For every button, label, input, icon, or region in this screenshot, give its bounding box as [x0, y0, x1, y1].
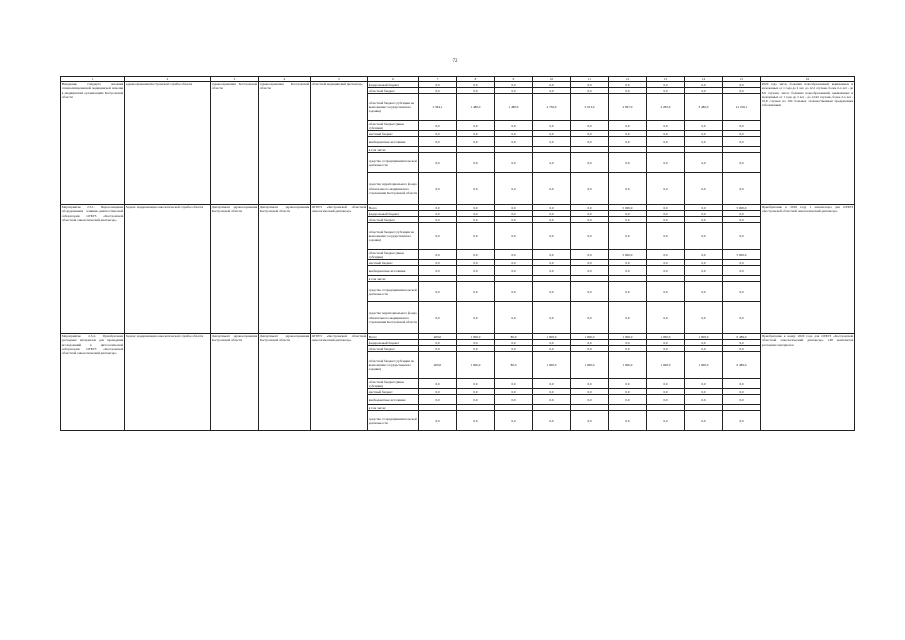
block-result: 2020 года число больших новообразований, выявленных и излеченных от 1 года до 2 лет, до 12,2 случаев, более 2-х лет - до 8,0 случаев, число больших новообразований, выявленных и излеченных от 1 года до 2 лет - до 12,92 случаев, более 2-х лет - 10,8 случаев на 100 больных злокачественным предраковым заболеванием — [761, 82, 855, 205]
amount-cell: 0,0 — [457, 205, 495, 211]
block-col4: Департамент здравоохранения Костромской области — [259, 205, 311, 334]
amount-cell: 0,0 — [723, 379, 761, 389]
amount-cell: 0,0 — [609, 411, 647, 431]
amount-cell: 1 000,0 — [685, 334, 723, 340]
amount-cell: 1 480,0 — [457, 94, 495, 121]
amount-cell: 0,0 — [685, 82, 723, 88]
amount-cell: 0,0 — [571, 302, 609, 334]
amount-cell: 0,0 — [571, 211, 609, 217]
amount-cell: 0,0 — [723, 82, 761, 88]
amount-cell: 0,0 — [571, 121, 609, 131]
amount-cell: 0,0 — [495, 153, 533, 173]
amount-cell: 0,0 — [647, 411, 685, 431]
amount-cell: 0,0 — [419, 205, 457, 211]
amount-cell: 0,0 — [533, 205, 571, 211]
amount-cell: 0,0 — [647, 260, 685, 266]
column-header: 7 — [419, 77, 457, 82]
amount-cell: 0,0 — [495, 131, 533, 137]
amount-cell: 0,0 — [647, 340, 685, 346]
amount-cell: 0,0 — [419, 340, 457, 346]
column-header: 16 — [761, 77, 855, 82]
amount-cell: 0,0 — [457, 137, 495, 147]
amount-cell: 0,0 — [533, 82, 571, 88]
amount-cell: 0,0 — [533, 346, 571, 352]
amount-cell: 0,0 — [533, 411, 571, 431]
funding-source: Всего — [368, 334, 419, 340]
amount-cell: 0,0 — [723, 137, 761, 147]
amount-cell: 0,0 — [419, 121, 457, 131]
funding-source: областной бюджет — [368, 217, 419, 223]
amount-cell: 0,0 — [609, 395, 647, 405]
amount-cell: 0,0 — [457, 389, 495, 395]
amount-cell: 0,0 — [647, 153, 685, 173]
amount-cell: 0,0 — [571, 205, 609, 211]
amount-cell: 1 000,0 — [647, 334, 685, 340]
amount-cell: 0,0 — [647, 173, 685, 205]
amount-cell: 6 489,0 — [723, 352, 761, 379]
amount-cell: 0,0 — [723, 223, 761, 250]
column-header: 1 — [61, 77, 125, 82]
amount-cell: 0,0 — [685, 153, 723, 173]
amount-cell: 0,0 — [419, 282, 457, 302]
amount-cell: 0,0 — [685, 88, 723, 94]
amount-cell: 0,0 — [609, 223, 647, 250]
amount-cell: 0,0 — [685, 131, 723, 137]
amount-cell: 0,0 — [647, 389, 685, 395]
amount-cell: 21 018,1 — [723, 94, 761, 121]
amount-cell: 0,0 — [723, 260, 761, 266]
amount-cell: 0,0 — [685, 411, 723, 431]
amount-cell: 0,0 — [571, 88, 609, 94]
amount-cell: 0,0 — [647, 223, 685, 250]
amount-cell: 0,0 — [571, 266, 609, 276]
amount-cell: 0,0 — [495, 173, 533, 205]
amount-cell: 0,0 — [533, 173, 571, 205]
column-header: 15 — [723, 77, 761, 82]
amount-cell: 0,0 — [419, 389, 457, 395]
amount-cell: 0,0 — [723, 282, 761, 302]
amount-cell: 0,0 — [571, 82, 609, 88]
amount-cell: 0,0 — [647, 211, 685, 217]
amount-cell: 0,0 — [457, 411, 495, 431]
amount-cell: 0,0 — [533, 282, 571, 302]
block-col2: Задача: модернизация онкологической службы области — [125, 205, 211, 334]
amount-cell: 3 282,0 — [647, 94, 685, 121]
amount-cell: 0,0 — [495, 340, 533, 346]
budget-table — [60, 76, 855, 431]
block-col1: Мероприятие 2.3.1. Переоснащение оборудованием клинико-диагностической лаборатории ОГБУЗ «Костромской областной онкологический диспансер» — [61, 205, 125, 334]
amount-cell: 0,0 — [571, 250, 609, 260]
amount-cell: 0,0 — [533, 121, 571, 131]
amount-cell: 0,0 — [571, 340, 609, 346]
column-header: 4 — [259, 77, 311, 82]
amount-cell: 0,0 — [419, 82, 457, 88]
funding-source: средства территориального фонда обязательного медицинского страхования Костромской области — [368, 173, 419, 205]
amount-cell: 1 000,0 — [533, 334, 571, 340]
amount-cell: 0,0 — [419, 346, 457, 352]
amount-cell: 0,0 — [571, 389, 609, 395]
amount-cell: 409,0 — [419, 334, 457, 340]
amount-cell: 0,0 — [571, 346, 609, 352]
amount-cell: 0,0 — [685, 389, 723, 395]
amount-cell: 0,0 — [495, 137, 533, 147]
block-col4: Департамент здравоохранения Костромской области — [259, 334, 311, 431]
amount-cell: 0,0 — [457, 88, 495, 94]
amount-cell: 0,0 — [533, 260, 571, 266]
amount-cell: 5 000,0 — [723, 250, 761, 260]
amount-cell: 0,0 — [685, 395, 723, 405]
amount-cell: 0,0 — [457, 260, 495, 266]
amount-cell: 0,0 — [533, 217, 571, 223]
amount-cell: 1 000,0 — [609, 334, 647, 340]
amount-cell: 0,0 — [419, 88, 457, 94]
amount-cell: 0,0 — [723, 266, 761, 276]
amount-cell: 5 000,0 — [609, 250, 647, 260]
amount-cell: 0,0 — [647, 302, 685, 334]
amount-cell: 0,0 — [647, 82, 685, 88]
amount-cell: 0,0 — [495, 411, 533, 431]
amount-cell: 0,0 — [685, 346, 723, 352]
funding-source: средства территориального фонда обязательного медицинского страхования Костромской области — [368, 302, 419, 334]
amount-cell: 0,0 — [419, 217, 457, 223]
amount-cell: 0,0 — [685, 223, 723, 250]
block-col5: ОГБУЗ «Костромской областной онкологический диспансер» — [311, 334, 368, 431]
amount-cell: 0,0 — [419, 250, 457, 260]
amount-cell: 0,0 — [571, 137, 609, 147]
amount-cell: 0,0 — [609, 88, 647, 94]
amount-cell: 1 000,0 — [647, 352, 685, 379]
funding-source: местный бюджет — [368, 131, 419, 137]
amount-cell: 5 000,0 — [723, 205, 761, 211]
funding-source: федеральный бюджет — [368, 82, 419, 88]
amount-cell: 0,0 — [533, 137, 571, 147]
amount-cell: 1 000,0 — [533, 352, 571, 379]
amount-cell: 0,0 — [457, 173, 495, 205]
amount-cell: 0,0 — [647, 266, 685, 276]
amount-cell: 1 000,0 — [571, 352, 609, 379]
amount-cell: 0,0 — [609, 389, 647, 395]
column-header: 13 — [647, 77, 685, 82]
amount-cell: 0,0 — [533, 223, 571, 250]
amount-cell: 0,0 — [457, 153, 495, 173]
block-col2: здравоохранения Костромской службы области — [125, 82, 211, 205]
amount-cell: 0,0 — [685, 217, 723, 223]
amount-cell: 2 736,0 — [533, 94, 571, 121]
funding-source: средства от предпринимательской деятельности — [368, 153, 419, 173]
amount-cell: 0,0 — [647, 205, 685, 211]
amount-cell: 1 000,0 — [571, 334, 609, 340]
amount-cell: 0,0 — [571, 411, 609, 431]
funding-source: средства от предпринимательской деятельности — [368, 411, 419, 431]
amount-cell: 0,0 — [723, 131, 761, 137]
amount-cell: 0,0 — [647, 88, 685, 94]
amount-cell: 0,0 — [495, 379, 533, 389]
amount-cell: 0,0 — [457, 346, 495, 352]
amount-cell: 0,0 — [495, 250, 533, 260]
column-header: 5 — [311, 77, 368, 82]
block-col4: здравоохранения Костромской области — [259, 82, 311, 205]
amount-cell: 5 000,0 — [609, 205, 647, 211]
amount-cell: 0,0 — [723, 173, 761, 205]
amount-cell: 0,0 — [533, 131, 571, 137]
amount-cell: 0,0 — [495, 223, 533, 250]
block-col5: областной медицинский диспансер» — [311, 82, 368, 205]
amount-cell: 1 000,0 — [685, 352, 723, 379]
amount-cell: 1 480,0 — [495, 94, 533, 121]
funding-source: в том числе: — [368, 405, 419, 411]
amount-cell: 0,0 — [723, 153, 761, 173]
funding-source: внебюджетные источники — [368, 137, 419, 147]
block-result: Приобретение к концу 2020 года для ОГБУЗ «Костромской областной онкологический диспансер» 148 комплектов расходных материалов — [761, 334, 855, 431]
amount-cell: 0,0 — [457, 340, 495, 346]
column-header: 12 — [609, 77, 647, 82]
column-header: 6 — [368, 77, 419, 82]
funding-source: федеральный бюджет — [368, 211, 419, 217]
amount-cell: 0,0 — [685, 260, 723, 266]
amount-cell: 0,0 — [723, 395, 761, 405]
column-header: 10 — [533, 77, 571, 82]
column-header: 8 — [457, 77, 495, 82]
amount-cell: 0,0 — [457, 131, 495, 137]
amount-cell: 0,0 — [685, 211, 723, 217]
amount-cell: 0,0 — [647, 250, 685, 260]
amount-cell: 0,0 — [647, 137, 685, 147]
amount-cell: 0,0 — [723, 340, 761, 346]
amount-cell: 0,0 — [495, 346, 533, 352]
amount-cell: 0,0 — [609, 211, 647, 217]
column-header: 2 — [125, 77, 211, 82]
amount-cell: 0,0 — [419, 379, 457, 389]
block-col2: Задача: модернизация онкологической службы области — [125, 334, 211, 431]
amount-cell: 0,0 — [533, 250, 571, 260]
amount-cell: 0,0 — [533, 266, 571, 276]
amount-cell: 0,0 — [533, 211, 571, 217]
funding-source: областной бюджет (иные субсидии) — [368, 250, 419, 260]
funding-source: областной бюджет (субсидии на выполнение государственного задания) — [368, 94, 419, 121]
amount-cell: 0,0 — [457, 395, 495, 405]
amount-cell: 0,0 — [533, 395, 571, 405]
amount-cell: 0,0 — [647, 121, 685, 131]
amount-cell: 0,0 — [647, 346, 685, 352]
amount-cell: 6 489,0 — [723, 334, 761, 340]
funding-source: областной бюджет — [368, 346, 419, 352]
amount-cell: 0,0 — [723, 217, 761, 223]
amount-cell: 1 000,0 — [609, 352, 647, 379]
amount-cell: 0,0 — [609, 282, 647, 302]
amount-cell: 0,0 — [419, 266, 457, 276]
funding-source: в том числе: — [368, 276, 419, 282]
funding-source: внебюджетные источники — [368, 395, 419, 405]
amount-cell: 0,0 — [685, 282, 723, 302]
amount-cell: 0,0 — [533, 88, 571, 94]
amount-cell: 80,0 — [495, 352, 533, 379]
amount-cell: 0,0 — [571, 131, 609, 137]
amount-cell: 0,0 — [495, 121, 533, 131]
amount-cell: 0,0 — [457, 266, 495, 276]
funding-source: средства от предпринимательской деятельности — [368, 282, 419, 302]
funding-source: областной бюджет (иные субсидии) — [368, 379, 419, 389]
page-number: 72 — [452, 59, 458, 64]
amount-cell: 0,0 — [495, 211, 533, 217]
amount-cell: 0,0 — [685, 379, 723, 389]
amount-cell: 0,0 — [685, 205, 723, 211]
amount-cell: 0,0 — [685, 340, 723, 346]
amount-cell: 0,0 — [457, 250, 495, 260]
amount-cell: 0,0 — [609, 82, 647, 88]
amount-cell: 0,0 — [457, 223, 495, 250]
amount-cell: 0,0 — [495, 205, 533, 211]
amount-cell: 0,0 — [571, 379, 609, 389]
amount-cell: 0,0 — [685, 137, 723, 147]
amount-cell: 0,0 — [723, 88, 761, 94]
amount-cell: 0,0 — [723, 211, 761, 217]
amount-cell: 0,0 — [685, 250, 723, 260]
funding-source: местный бюджет — [368, 260, 419, 266]
block-col3: Департамент здравоохранения Костромской области — [211, 205, 259, 334]
amount-cell: 0,0 — [533, 302, 571, 334]
block-col3: Департамент здравоохранения Костромской области — [211, 334, 259, 431]
funding-source: областной бюджет — [368, 88, 419, 94]
amount-cell: 0,0 — [533, 340, 571, 346]
amount-cell: 0,0 — [647, 282, 685, 302]
amount-cell: 0,0 — [457, 211, 495, 217]
funding-source: Всего — [368, 205, 419, 211]
funding-source: внебюджетные источники — [368, 266, 419, 276]
amount-cell: 0,0 — [457, 217, 495, 223]
block-col3: здравоохранения Костромской области — [211, 82, 259, 205]
amount-cell: 409,0 — [419, 352, 457, 379]
amount-cell: 0,0 — [419, 131, 457, 137]
funding-source: областной бюджет (субсидии на выполнение государственного задания) — [368, 223, 419, 250]
amount-cell: 0,0 — [495, 389, 533, 395]
amount-cell: 0,0 — [419, 211, 457, 217]
funding-source: федеральный бюджет — [368, 340, 419, 346]
column-header: 14 — [685, 77, 723, 82]
amount-cell: 0,0 — [609, 131, 647, 137]
amount-cell: 0,0 — [723, 346, 761, 352]
amount-cell: 0,0 — [685, 266, 723, 276]
amount-cell: 0,0 — [685, 302, 723, 334]
amount-cell: 0,0 — [419, 223, 457, 250]
amount-cell: 0,0 — [495, 282, 533, 302]
amount-cell: 0,0 — [457, 282, 495, 302]
amount-cell: 2 364,1 — [419, 94, 457, 121]
amount-cell: 0,0 — [571, 395, 609, 405]
block-result: Приобретение в 2018 году 1 анализатора для ОГБУЗ «Костромской областной онкологический диспансер» — [761, 205, 855, 334]
amount-cell: 0,0 — [457, 121, 495, 131]
funding-source: в том числе: — [368, 147, 419, 153]
amount-cell: 0,0 — [647, 395, 685, 405]
block-col1: Внедрение стандарта оказания специализированной медицинской помощи в медицинских организациях Костромской области — [61, 82, 125, 205]
amount-cell: 0,0 — [495, 217, 533, 223]
amount-cell: 0,0 — [495, 260, 533, 266]
block-col1: Мероприятие 2.3.4. Приобретение расходных материалов для проведения исследований в цитологической лаборатории ОГБУЗ «Костромской областной онкологический диспансер» — [61, 334, 125, 431]
amount-cell: 0,0 — [495, 395, 533, 405]
column-header: 9 — [495, 77, 533, 82]
amount-cell: 0,0 — [457, 82, 495, 88]
amount-cell: 0,0 — [723, 411, 761, 431]
amount-cell: 0,0 — [609, 346, 647, 352]
amount-cell: 0,0 — [609, 266, 647, 276]
funding-source: областной бюджет (субсидии на выполнение государственного задания) — [368, 352, 419, 379]
amount-cell: 0,0 — [495, 88, 533, 94]
amount-cell: 1 000,0 — [457, 334, 495, 340]
amount-cell: 0,0 — [419, 173, 457, 205]
amount-cell: 0,0 — [609, 217, 647, 223]
funding-source: областной бюджет (иные субсидии) — [368, 121, 419, 131]
amount-cell: 0,0 — [457, 302, 495, 334]
amount-cell: 0,0 — [723, 121, 761, 131]
amount-cell: 0,0 — [609, 260, 647, 266]
amount-cell: 0,0 — [571, 223, 609, 250]
amount-cell: 0,0 — [609, 137, 647, 147]
amount-cell: 0,0 — [609, 302, 647, 334]
amount-cell: 0,0 — [647, 131, 685, 137]
amount-cell: 2 913,0 — [571, 94, 609, 121]
amount-cell: 0,0 — [419, 411, 457, 431]
amount-cell: 0,0 — [533, 153, 571, 173]
amount-cell: 0,0 — [571, 282, 609, 302]
amount-cell: 0,0 — [457, 379, 495, 389]
amount-cell: 0,0 — [647, 379, 685, 389]
amount-cell: 0,0 — [533, 379, 571, 389]
funding-source: местный бюджет — [368, 389, 419, 395]
amount-cell: 0,0 — [571, 153, 609, 173]
amount-cell: 0,0 — [685, 121, 723, 131]
amount-cell: 80,0 — [495, 334, 533, 340]
amount-cell: 0,0 — [419, 153, 457, 173]
amount-cell: 0,0 — [495, 82, 533, 88]
block-col5: ОГБУЗ «Костромской областной онкологический диспансер» — [311, 205, 368, 334]
amount-cell: 2 997,0 — [609, 94, 647, 121]
amount-cell: 0,0 — [723, 389, 761, 395]
amount-cell: 1 000,0 — [457, 352, 495, 379]
amount-cell: 0,0 — [723, 302, 761, 334]
column-header: 3 — [211, 77, 259, 82]
amount-cell: 0,0 — [609, 121, 647, 131]
amount-cell: 0,0 — [571, 260, 609, 266]
amount-cell: 3 480,0 — [685, 94, 723, 121]
amount-cell: 0,0 — [533, 389, 571, 395]
amount-cell: 0,0 — [419, 395, 457, 405]
amount-cell: 0,0 — [419, 260, 457, 266]
amount-cell: 0,0 — [609, 153, 647, 173]
amount-cell: 0,0 — [609, 173, 647, 205]
amount-cell: 0,0 — [571, 173, 609, 205]
column-header: 11 — [571, 77, 609, 82]
amount-cell: 0,0 — [571, 217, 609, 223]
amount-cell: 0,0 — [495, 302, 533, 334]
amount-cell: 0,0 — [647, 217, 685, 223]
amount-cell: 0,0 — [609, 340, 647, 346]
amount-cell: 0,0 — [609, 379, 647, 389]
amount-cell: 0,0 — [495, 266, 533, 276]
amount-cell: 0,0 — [419, 302, 457, 334]
amount-cell: 0,0 — [419, 137, 457, 147]
amount-cell: 0,0 — [685, 173, 723, 205]
